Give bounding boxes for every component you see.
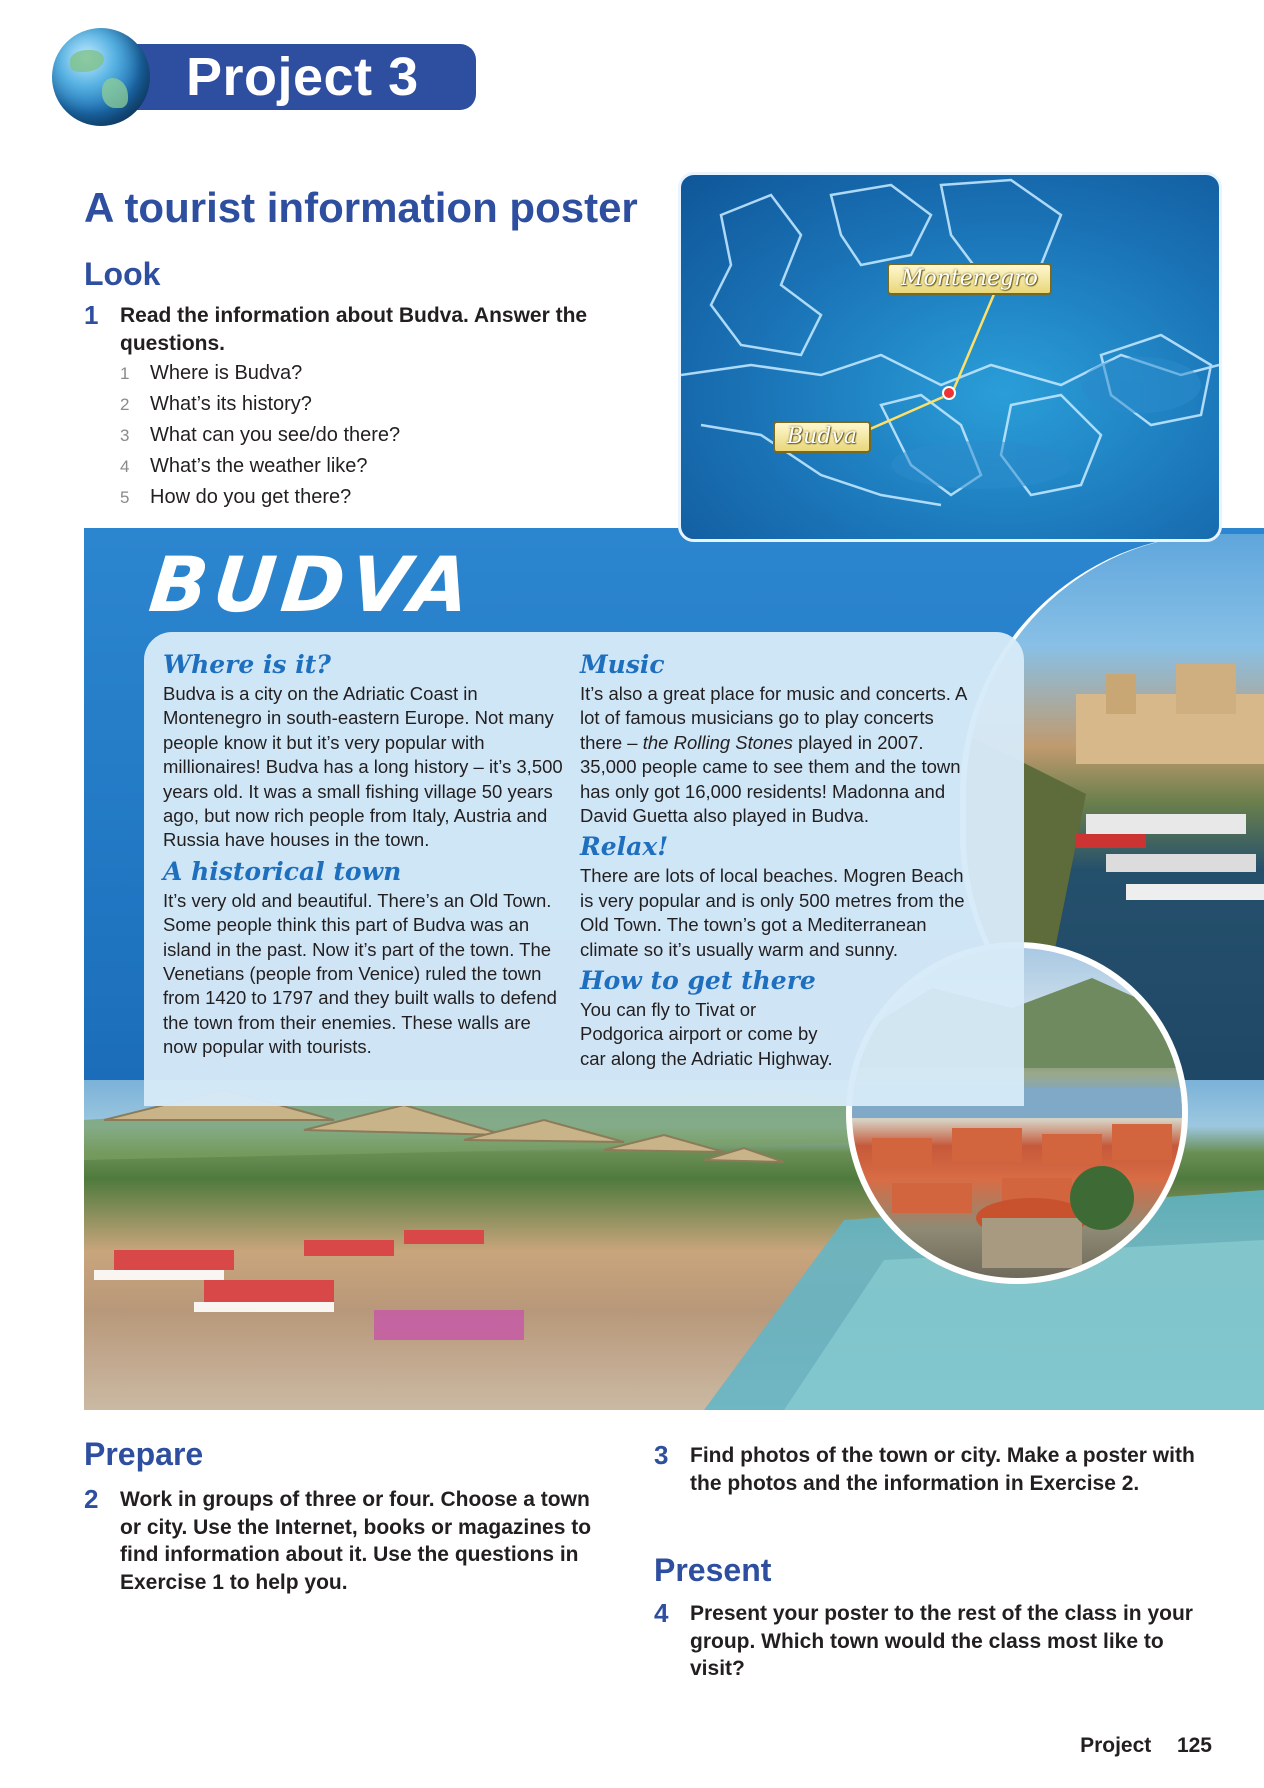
globe-icon <box>52 28 150 126</box>
project-label: Project 3 <box>186 47 419 107</box>
section-heading-where: Where is it? <box>163 650 331 679</box>
map-coastline-graphic <box>681 175 1219 539</box>
present-heading: Present <box>654 1552 772 1588</box>
band-name: the Rolling Stones <box>642 731 793 753</box>
section-text-getting-there: You can fly to Tivat or Podgorica airport or come by car along the Adriatic Highway. <box>580 999 833 1069</box>
prepare-heading: Prepare <box>84 1436 204 1472</box>
section-heading-getting-there: How to get there <box>580 966 816 996</box>
europe-map <box>678 172 1222 542</box>
info-column-left <box>163 650 563 1060</box>
section-text-history: It’s very old and beautiful. There’s an Old Town. Some people think this part of Budva was an island in the past. Now it’s part of the town. The Venetians (people from Venice) ruled the town from 1420 to 1797 and they built walls to defend the town from their enemies. These walls are now popular with tourists. <box>163 889 557 1058</box>
info-column-right <box>580 650 970 1071</box>
section-heading-music: Music <box>580 650 665 679</box>
exercise-number: 1 <box>84 300 99 330</box>
section-heading-relax: Relax! <box>580 832 669 862</box>
question-item: 2 What’s its history? <box>120 393 312 415</box>
exercise-2-number: 2 <box>84 1484 99 1514</box>
page-footer <box>1080 1734 1212 1758</box>
page-number: 125 <box>1176 1734 1212 1757</box>
map-label-montenegro: Montenegro <box>887 263 1052 295</box>
question-item: 3 What can you see/do there? <box>120 424 401 446</box>
footer-section: Project <box>1080 1734 1152 1757</box>
question-list <box>120 358 400 513</box>
exercise-4-number: 4 <box>654 1598 669 1628</box>
exercise-4-text: Present your poster to the rest of the class in your group. Which town would the class most like to visit? <box>690 1602 1193 1680</box>
section-heading-history: A historical town <box>163 856 402 886</box>
map-label-budva: Budva <box>773 421 871 453</box>
poster-title: BUDVA <box>145 540 480 629</box>
section-text-relax: There are lots of local beaches. Mogren Beach is very popular and is only 500 metres from the Old Town. The town’s got a Mediterranean climate so it’s usually warm and sunny. <box>580 865 965 960</box>
page-title: A tourist information poster <box>84 184 638 231</box>
question-item: 1 Where is Budva? <box>120 362 303 384</box>
exercise-3-number: 3 <box>654 1440 669 1470</box>
question-item: 5 How do you get there? <box>120 486 352 508</box>
section-text-music: It’s also a great place for music and concerts. A lot of famous musicians go to play concerts there – the Rolling Stones played in 2007. 35,000 people came to see them and the town has only got 16,000 residents! Madonna and David Guetta also played in Budva. <box>580 683 967 827</box>
exercise-instruction: Read the information about Budva. Answer the questions. <box>120 304 588 355</box>
look-heading: Look <box>84 256 161 292</box>
question-item: 4 What’s the weather like? <box>120 455 368 477</box>
section-text-where: Budva is a city on the Adriatic Coast in Montenegro in south-eastern Europe. Not many people know it but it’s very popular with millionaires! Budva has a long history – it’s 3,500 years old. It was a small fishing village 50 years ago, but now rich people from Italy, Austria and Russia have houses in the town. <box>163 683 563 851</box>
exercise-2-text: Work in groups of three or four. Choose a town or city. Use the Internet, books or magazines to find information about it. Use the questions in Exercise 1 to help you. <box>120 1488 592 1594</box>
exercise-3-text: Find photos of the town or city. Make a poster with the photos and the information in Exercise 2. <box>690 1444 1195 1495</box>
